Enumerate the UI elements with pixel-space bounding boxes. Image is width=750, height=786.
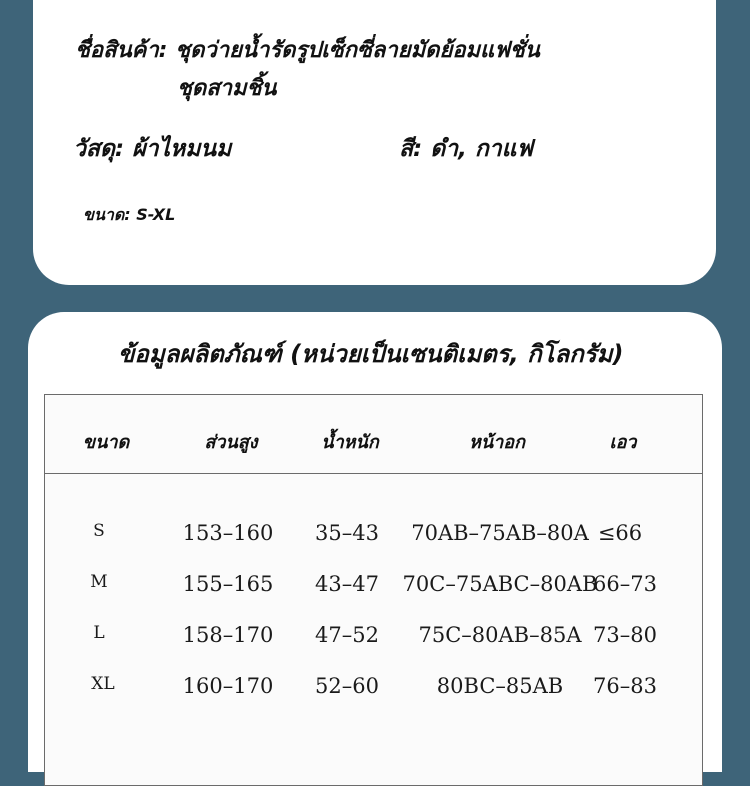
cell-waist: 73–80 bbox=[593, 623, 657, 647]
product-size: ขนาด: S-XL bbox=[83, 205, 176, 224]
table-row bbox=[45, 572, 702, 612]
table-row bbox=[45, 521, 702, 561]
table-header-row bbox=[45, 395, 702, 474]
cell-waist: 76–83 bbox=[593, 674, 657, 698]
cell-weight: 43–47 bbox=[315, 572, 379, 596]
product-color: สี: ดำ, กาแฟ bbox=[399, 136, 533, 162]
cell-weight: 35–43 bbox=[315, 521, 379, 545]
cell-bust: 80BC–85AB bbox=[436, 674, 564, 698]
product-material: วัสดุ: ผ้าไหมนม bbox=[73, 136, 232, 162]
size-chart-card bbox=[28, 312, 722, 772]
cell-weight: 52–60 bbox=[315, 674, 379, 698]
header-waist: เอว bbox=[609, 432, 637, 453]
cell-waist: ≤66 bbox=[597, 521, 643, 545]
table-row bbox=[45, 674, 702, 714]
product-name: ชื่อสินค้า: ชุดว่ายน้ำรัดรูปเซ็กซี่ลายมัดย้อมแฟชั่น bbox=[75, 38, 540, 63]
cell-waist: 66–73 bbox=[593, 572, 657, 596]
table-row bbox=[45, 623, 702, 663]
product-name-continued: ชุดสามชิ้น bbox=[177, 76, 277, 101]
product-info-card bbox=[33, 0, 716, 285]
size-chart-table bbox=[44, 394, 703, 786]
cell-size: L bbox=[93, 623, 105, 643]
cell-size: M bbox=[90, 572, 108, 592]
header-weight: น้ำหนัก bbox=[321, 432, 379, 453]
cell-size: XL bbox=[91, 674, 115, 694]
cell-height: 155–165 bbox=[182, 572, 274, 596]
cell-height: 158–170 bbox=[182, 623, 274, 647]
cell-weight: 47–52 bbox=[315, 623, 379, 647]
cell-height: 160–170 bbox=[182, 674, 274, 698]
cell-height: 153–160 bbox=[182, 521, 274, 545]
header-height: ส่วนสูง bbox=[204, 432, 258, 453]
header-bust: หน้าอก bbox=[469, 432, 525, 453]
cell-bust: 70C–75ABC–80AB bbox=[402, 572, 598, 596]
header-size: ขนาด bbox=[82, 432, 130, 453]
cell-size: S bbox=[93, 521, 105, 541]
cell-bust: 70AB–75AB–80A bbox=[411, 521, 589, 545]
size-chart-title: ข้อมูลผลิตภัณฑ์ (หน่วยเป็นเซนติเมตร, กิโลกรัม) bbox=[118, 340, 624, 368]
cell-bust: 75C–80AB–85A bbox=[418, 623, 582, 647]
